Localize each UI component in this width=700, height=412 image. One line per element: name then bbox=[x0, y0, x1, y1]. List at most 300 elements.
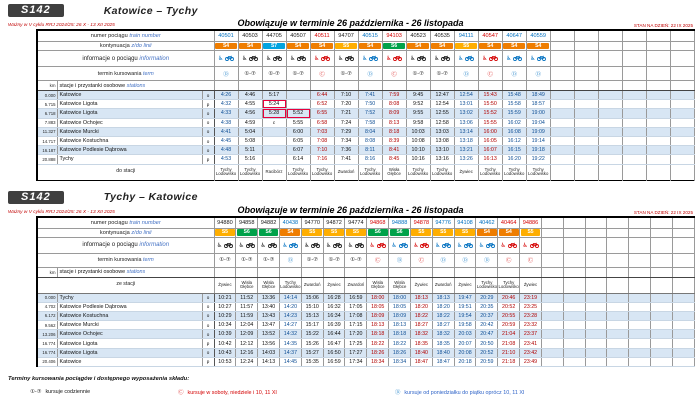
td bbox=[478, 81, 502, 91]
time-cell: 14:14 bbox=[279, 293, 301, 302]
time-cell: 16:12 bbox=[502, 136, 526, 145]
bicycle-icon bbox=[417, 55, 426, 61]
period-note: Obowiązuje w terminie 26 października - 26 listopada bbox=[237, 204, 464, 215]
wheelchair-icon: ♿ bbox=[362, 56, 368, 62]
time-cell: 20:50 bbox=[476, 339, 498, 348]
td bbox=[238, 51, 262, 67]
label-pl: kontynuacja bbox=[99, 229, 130, 236]
stations-header bbox=[57, 81, 214, 91]
time-cell: 18:27 bbox=[432, 321, 454, 330]
td bbox=[520, 228, 542, 237]
line-badge: S5 bbox=[521, 229, 541, 236]
empty-cell bbox=[541, 348, 563, 357]
empty-cell bbox=[574, 81, 598, 91]
time-cell: 16:59 bbox=[345, 293, 367, 302]
td bbox=[454, 42, 478, 51]
empty-cell bbox=[670, 136, 694, 145]
empty-cell bbox=[550, 67, 574, 81]
term-symbol: Ⓒ bbox=[310, 67, 334, 81]
line-badge: S5 bbox=[455, 43, 477, 50]
km-value: 16.774 bbox=[37, 348, 57, 357]
term-symbol: ①-⑦ bbox=[430, 67, 454, 81]
time-cell: 15:43 bbox=[478, 91, 502, 100]
time-cell: 13:01 bbox=[454, 100, 478, 109]
empty-cell bbox=[585, 228, 607, 237]
empty-cell bbox=[585, 293, 607, 302]
time-cell: 15:13 bbox=[301, 311, 323, 320]
origin-station: Wisła Głębce bbox=[389, 277, 411, 293]
time-cell: 18:26 bbox=[367, 348, 389, 357]
td bbox=[323, 228, 345, 237]
arrival-departure-marker: o bbox=[202, 330, 214, 339]
time-cell: 20:37 bbox=[476, 311, 498, 320]
empty-cell bbox=[672, 357, 694, 366]
time-cell: 8:16 bbox=[358, 155, 382, 164]
wheelchair-icon: ♿ bbox=[435, 242, 441, 249]
time-cell: 16:15 bbox=[502, 146, 526, 155]
td bbox=[279, 267, 301, 277]
time-cell: 18:05 bbox=[389, 302, 411, 311]
bicycle-icon bbox=[345, 55, 354, 61]
empty-cell bbox=[607, 311, 629, 320]
bicycle-icon bbox=[464, 242, 473, 248]
time-cell: 12:54 bbox=[430, 100, 454, 109]
empty-cell bbox=[646, 155, 670, 164]
time-cell: 15:35 bbox=[301, 357, 323, 366]
empty-cell bbox=[672, 302, 694, 311]
empty-cell bbox=[574, 127, 598, 136]
time-cell: 13:56 bbox=[258, 339, 280, 348]
term-symbol: Ⓒ bbox=[382, 67, 406, 81]
empty-cell bbox=[646, 146, 670, 155]
time-cell: 13:40 bbox=[258, 302, 280, 311]
empty-cell bbox=[672, 267, 694, 277]
td bbox=[430, 51, 454, 67]
station-name: Tychy bbox=[57, 155, 202, 164]
time-cell bbox=[262, 146, 286, 155]
empty-cell bbox=[607, 348, 629, 357]
empty-cell bbox=[672, 339, 694, 348]
train-number: 94880 bbox=[214, 217, 236, 229]
section-subheader bbox=[5, 205, 695, 216]
empty-cell bbox=[607, 339, 629, 348]
bicycle-icon bbox=[297, 55, 306, 61]
terminus-station: Tychy Lodowisko bbox=[358, 164, 382, 180]
weekend-symbol: Ⓒ bbox=[178, 390, 184, 396]
time-cell: 8:08 bbox=[358, 136, 382, 145]
wheelchair-icon: ♿ bbox=[478, 242, 485, 249]
line-badge: S4 bbox=[311, 43, 333, 50]
td bbox=[323, 237, 345, 253]
time-cell: 19:47 bbox=[454, 293, 476, 302]
station-name: Katowice bbox=[57, 357, 202, 366]
station-row bbox=[37, 321, 695, 330]
time-cell: 12:09 bbox=[236, 330, 258, 339]
td bbox=[236, 237, 258, 253]
td bbox=[301, 228, 323, 237]
empty-cell bbox=[574, 91, 598, 100]
status-date: STAN NA DZIEŃ: 22 IX 2025 bbox=[633, 23, 694, 28]
empty-cell bbox=[629, 302, 651, 311]
empty-cell bbox=[607, 217, 629, 229]
time-cell: 18:05 bbox=[367, 302, 389, 311]
empty-cell bbox=[670, 146, 694, 155]
train-number: 40515 bbox=[358, 30, 382, 42]
train-number: 94872 bbox=[323, 217, 345, 229]
empty-cell bbox=[672, 228, 694, 237]
line-badge: S4 bbox=[479, 43, 501, 50]
empty-cell bbox=[598, 164, 622, 180]
origin-station: Żywiec bbox=[214, 277, 236, 293]
time-cell: 7:21 bbox=[334, 109, 358, 118]
line-badge: S5 bbox=[302, 229, 322, 236]
running-term-row bbox=[37, 253, 695, 267]
time-cell: 20:07 bbox=[454, 339, 476, 348]
station-name: Tychy bbox=[57, 293, 202, 302]
empty-cell bbox=[585, 237, 607, 253]
empty-cell bbox=[670, 100, 694, 109]
empty-cell bbox=[651, 237, 673, 253]
bicycle-icon bbox=[224, 242, 233, 248]
origin-station: Żywiec bbox=[410, 277, 432, 293]
td bbox=[286, 51, 310, 67]
time-cell: 15:06 bbox=[301, 293, 323, 302]
train-number-label bbox=[37, 217, 214, 229]
time-cell: 19:14 bbox=[526, 136, 550, 145]
empty-cell bbox=[607, 293, 629, 302]
time-cell: 20:46 bbox=[498, 293, 520, 302]
time-cell: 7:41 bbox=[358, 91, 382, 100]
train-number: 94770 bbox=[301, 217, 323, 229]
time-cell: 4:55 bbox=[238, 100, 262, 109]
time-cell: 19:54 bbox=[454, 311, 476, 320]
time-cell: 5:16 bbox=[238, 155, 262, 164]
km-value: 20.888 bbox=[37, 155, 57, 164]
empty-cell bbox=[651, 330, 673, 339]
empty-cell bbox=[629, 311, 651, 320]
empty-cell bbox=[622, 118, 646, 127]
bicycle-icon bbox=[486, 242, 495, 248]
bicycle-icon bbox=[268, 242, 277, 248]
empty-cell bbox=[585, 321, 607, 330]
td bbox=[454, 237, 476, 253]
time-cell: 10:03 bbox=[406, 127, 430, 136]
train-number: 94878 bbox=[410, 217, 432, 229]
empty-cell bbox=[629, 228, 651, 237]
wheelchair-icon: ♿ bbox=[410, 56, 416, 62]
train-number: 40647 bbox=[502, 30, 526, 42]
km-header: km bbox=[37, 267, 57, 277]
station-name: Katowice Ligota bbox=[57, 339, 202, 348]
time-cell: 23:42 bbox=[520, 348, 542, 357]
empty-cell bbox=[563, 237, 585, 253]
td bbox=[502, 42, 526, 51]
time-cell: 12:24 bbox=[236, 357, 258, 366]
time-cell: 19:00 bbox=[526, 109, 550, 118]
empty-cell bbox=[646, 42, 670, 51]
time-cell: 18:00 bbox=[389, 293, 411, 302]
train-number: 94108 bbox=[454, 217, 476, 229]
time-cell: 13:52 bbox=[258, 330, 280, 339]
empty-cell bbox=[598, 155, 622, 164]
td bbox=[214, 51, 238, 67]
term-symbol: Ⓓ bbox=[432, 253, 454, 267]
line-badge: S4 bbox=[359, 43, 381, 50]
running-term-label bbox=[37, 67, 214, 81]
label-en: term bbox=[142, 70, 154, 77]
station-name: Katowice bbox=[57, 91, 202, 100]
empty-cell bbox=[563, 228, 585, 237]
time-cell: 4:38 bbox=[214, 118, 238, 127]
legend-item-weekday bbox=[395, 388, 524, 396]
time-cell: 23:25 bbox=[520, 302, 542, 311]
time-cell: 14:32 bbox=[279, 330, 301, 339]
time-cell: 12:16 bbox=[236, 348, 258, 357]
km-value: 4.702 bbox=[37, 302, 57, 311]
train-number: 94888 bbox=[389, 217, 411, 229]
time-cell: 13:02 bbox=[454, 109, 478, 118]
empty-cell bbox=[550, 109, 574, 118]
time-cell: 18:32 bbox=[432, 330, 454, 339]
bicycle-icon bbox=[530, 242, 539, 248]
empty-cell bbox=[629, 253, 651, 267]
time-cell: 5:17 bbox=[262, 91, 286, 100]
td bbox=[310, 42, 334, 51]
term-symbol: ①-⑦ bbox=[301, 253, 323, 267]
time-cell: 16:08 bbox=[502, 127, 526, 136]
td bbox=[526, 42, 550, 51]
wheelchair-icon: ♿ bbox=[369, 242, 376, 249]
wheelchair-icon: ♿ bbox=[338, 56, 344, 62]
empty-cell bbox=[574, 51, 598, 67]
empty-cell bbox=[550, 146, 574, 155]
td bbox=[382, 51, 406, 67]
label-en: z/do linii bbox=[131, 43, 152, 49]
km-value: 0.000 bbox=[37, 293, 57, 302]
station-name: Katowice Ochojec bbox=[57, 330, 202, 339]
empty-cell bbox=[563, 293, 585, 302]
running-term-row bbox=[37, 67, 695, 81]
wheelchair-icon: ♿ bbox=[326, 242, 332, 249]
weekday-symbol: Ⓓ bbox=[394, 390, 401, 396]
empty-cell bbox=[622, 136, 646, 145]
time-cell: 6:00 bbox=[286, 127, 310, 136]
time-cell: 14:13 bbox=[258, 357, 280, 366]
wheelchair-icon: ♿ bbox=[522, 242, 528, 249]
line-badge: S5 bbox=[215, 229, 235, 236]
time-cell: 18:32 bbox=[410, 330, 432, 339]
td bbox=[262, 42, 286, 51]
bicycle-icon bbox=[393, 55, 402, 61]
empty-cell bbox=[563, 339, 585, 348]
time-cell: 20:52 bbox=[476, 348, 498, 357]
stations-header-pl: stacje i przystanki osobowe bbox=[59, 269, 126, 275]
wheelchair-icon: ♿ bbox=[304, 242, 310, 249]
section-header bbox=[8, 3, 695, 18]
empty-cell bbox=[541, 293, 563, 302]
time-cell: 15:52 bbox=[478, 109, 502, 118]
empty-cell bbox=[574, 164, 598, 180]
td bbox=[214, 81, 238, 91]
empty-cell bbox=[651, 311, 673, 320]
empty-cell bbox=[651, 217, 673, 229]
km-value: 11.327 bbox=[37, 127, 57, 136]
status-date: STAN NA DZIEŃ: 22 IX 2025 bbox=[633, 209, 694, 215]
line-badge: S5 bbox=[411, 229, 431, 236]
empty-cell bbox=[629, 321, 651, 330]
empty-cell bbox=[585, 348, 607, 357]
train-number: 40535 bbox=[430, 30, 454, 42]
td bbox=[262, 81, 286, 91]
time-cell: 12:04 bbox=[236, 321, 258, 330]
empty-cell bbox=[670, 30, 694, 42]
term-symbol: Ⓓ bbox=[389, 253, 411, 267]
time-cell: 4:46 bbox=[238, 91, 262, 100]
empty-cell bbox=[550, 42, 574, 51]
train-number: 94774 bbox=[345, 217, 367, 229]
time-cell: 20:59 bbox=[476, 357, 498, 366]
time-cell: 12:58 bbox=[430, 118, 454, 127]
term-symbol: ①-⑦ bbox=[334, 67, 358, 81]
station-row bbox=[37, 118, 695, 127]
station-name: Katowice Murcki bbox=[57, 321, 202, 330]
train-number: 94111 bbox=[454, 30, 478, 42]
line-continuation-label bbox=[37, 228, 214, 237]
wheelchair-icon: ♿ bbox=[530, 56, 536, 62]
td bbox=[334, 42, 358, 51]
td bbox=[410, 267, 432, 277]
empty-cell bbox=[622, 100, 646, 109]
td bbox=[382, 42, 406, 51]
wheelchair-icon: ♿ bbox=[282, 242, 288, 249]
empty-cell bbox=[651, 357, 673, 366]
label-en: term bbox=[142, 257, 154, 263]
label-pl: kontynuacja bbox=[99, 43, 130, 49]
empty-cell bbox=[550, 91, 574, 100]
empty-cell bbox=[585, 330, 607, 339]
wheelchair-icon: ♿ bbox=[500, 242, 507, 249]
time-cell: 4:33 bbox=[214, 109, 238, 118]
legend-item-weekend bbox=[178, 388, 277, 396]
km-header: km bbox=[37, 81, 57, 91]
line-badge: S4 bbox=[527, 43, 549, 50]
empty-cell bbox=[651, 277, 673, 293]
train-number: 94707 bbox=[334, 30, 358, 42]
station-name: Katowice Kostuchna bbox=[57, 311, 202, 320]
term-symbol: ①-⑦ bbox=[258, 253, 280, 267]
time-cell bbox=[262, 127, 286, 136]
time-cell: 8:13 bbox=[382, 118, 406, 127]
td bbox=[358, 81, 382, 91]
origin-station: Tychy Lodowisko bbox=[498, 277, 520, 293]
station-row bbox=[37, 311, 695, 320]
section-header bbox=[8, 190, 695, 205]
empty-cell bbox=[622, 30, 646, 42]
origin-station: Wisła Głębce bbox=[258, 277, 280, 293]
km-value: 16.774 bbox=[37, 339, 57, 348]
label-pl: termin kursowania bbox=[97, 257, 142, 263]
time-cell: 20:59 bbox=[498, 321, 520, 330]
terminus-station: Racibórz bbox=[262, 164, 286, 180]
time-cell: 17:27 bbox=[345, 348, 367, 357]
time-cell: 4:26 bbox=[214, 91, 238, 100]
time-cell: 18:13 bbox=[389, 321, 411, 330]
station-row bbox=[37, 136, 695, 145]
time-cell: 8:39 bbox=[382, 136, 406, 145]
bicycle-icon bbox=[249, 55, 258, 61]
time-cell: 6:52 bbox=[310, 100, 334, 109]
time-cell: 13:08 bbox=[430, 136, 454, 145]
empty-cell bbox=[585, 217, 607, 229]
bicycle-icon bbox=[399, 242, 408, 248]
bicycle-icon bbox=[537, 55, 546, 61]
line-badge: S6 bbox=[390, 229, 410, 236]
empty-cell bbox=[651, 228, 673, 237]
time-cell: 16:00 bbox=[478, 127, 502, 136]
empty-cell bbox=[563, 348, 585, 357]
km-value: 7.883 bbox=[37, 118, 57, 127]
label-pl: numer pociągu bbox=[90, 219, 128, 226]
km-value: 0.000 bbox=[37, 91, 57, 100]
legend-item-daily bbox=[30, 389, 90, 395]
time-cell: 10:34 bbox=[214, 321, 236, 330]
td bbox=[454, 51, 478, 67]
empty-cell bbox=[672, 311, 694, 320]
legend-item-text: kursuje od poniedziałku do piątku oprócz 10, 11 XI bbox=[404, 390, 525, 396]
time-cell: 8:45 bbox=[382, 155, 406, 164]
time-cell: 14:20 bbox=[279, 302, 301, 311]
time-cell: 12:55 bbox=[430, 109, 454, 118]
line-badge: S4 bbox=[280, 229, 300, 236]
empty-cell bbox=[607, 357, 629, 366]
td bbox=[214, 42, 238, 51]
time-cell: 15:59 bbox=[502, 109, 526, 118]
wheelchair-icon: ♿ bbox=[413, 242, 419, 249]
edge-label: ze stacji bbox=[37, 277, 214, 293]
empty-cell bbox=[541, 217, 563, 229]
empty-cell bbox=[629, 348, 651, 357]
td bbox=[406, 81, 430, 91]
time-cell: 7:50 bbox=[358, 100, 382, 109]
time-cell bbox=[286, 100, 310, 109]
time-cell: 10:21 bbox=[214, 293, 236, 302]
validity-note: Ważny w V cyklu RRJ 2024/25: 26 X - 13 XII 2025 bbox=[8, 23, 115, 28]
wheelchair-icon: ♿ bbox=[266, 56, 272, 62]
time-cell: 13:36 bbox=[258, 293, 280, 302]
empty-cell bbox=[585, 357, 607, 366]
legend bbox=[8, 376, 695, 396]
td bbox=[478, 51, 502, 67]
time-cell: 18:40 bbox=[410, 348, 432, 357]
time-cell: 10:27 bbox=[214, 302, 236, 311]
time-cell: 17:20 bbox=[345, 330, 367, 339]
td bbox=[367, 228, 389, 237]
time-cell: 20:08 bbox=[454, 348, 476, 357]
term-symbol: Ⓓ bbox=[502, 67, 526, 81]
term-symbol: Ⓓ bbox=[454, 253, 476, 267]
time-cell: 10:53 bbox=[214, 357, 236, 366]
td bbox=[498, 267, 520, 277]
empty-cell bbox=[672, 348, 694, 357]
wheelchair-icon: ♿ bbox=[386, 56, 392, 62]
train-number: 40559 bbox=[526, 30, 550, 42]
time-cell: 19:51 bbox=[454, 302, 476, 311]
td bbox=[367, 237, 389, 253]
empty-cell bbox=[670, 118, 694, 127]
time-cell: 5:28 bbox=[262, 109, 286, 118]
station-name: Katowice Podlesie Dąbrowa bbox=[57, 302, 202, 311]
td bbox=[214, 237, 236, 253]
